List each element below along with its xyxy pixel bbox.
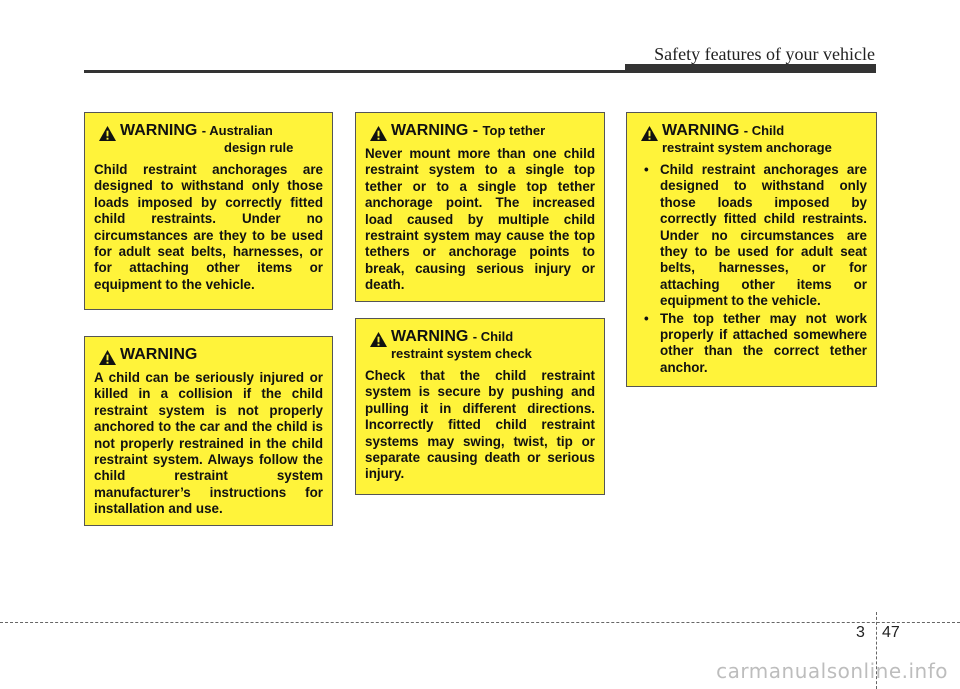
- warning-subtitle-cont: restraint system anchorage: [662, 140, 832, 155]
- warning-triangle-icon: [369, 331, 388, 348]
- warning-subtitle: - Child: [472, 329, 514, 344]
- warning-subtitle: - Australian: [201, 123, 273, 138]
- warning-triangle-icon: [369, 125, 388, 142]
- warning-restraint-system-anchorage: [626, 112, 877, 387]
- warning-australian-design-rule: [84, 112, 333, 310]
- warning-bullet-list: [636, 162, 867, 376]
- chapter-number: 3: [856, 624, 865, 641]
- warning-triangle-icon: [98, 349, 117, 366]
- header-rule-accent: [625, 64, 876, 73]
- page-number-value: [882, 624, 900, 642]
- warning-restraint-system-check: [355, 318, 605, 495]
- page-number-text: 47: [882, 624, 900, 641]
- warning-subtitle: - Child: [743, 123, 785, 138]
- warning-title: WARNING: [662, 122, 740, 139]
- warning-title: WARNING: [120, 122, 198, 139]
- warning-triangle-icon: [98, 125, 117, 142]
- warning-subtitle-cont: restraint system check: [391, 346, 532, 361]
- page-number: [856, 624, 865, 642]
- list-item: • Child restraint anchorages are designed to withstand only those loads imposed by correctly fitted child restraints. Under no circumstances are they to be used for adult seat belts, harnesses, or for attaching other items or equipment to the vehicle.: [636, 162, 867, 310]
- warning-title: WARNING -: [391, 122, 483, 139]
- watermark-text: carmanualsonline.info: [716, 659, 948, 683]
- warning-body: A child can be seriously injured or killed in a collision if the child restraint system is not properly anchored to the car and the child is not properly restrained in the child restraint system. Always follow the child restraint system manufacturer’s instructions for installation and use.: [94, 370, 323, 517]
- header-title: Safety features of your vehicle: [654, 44, 875, 64]
- warning-title: WARNING: [391, 328, 469, 345]
- warning-subtitle-cont: design rule: [224, 140, 294, 155]
- warning-header: [365, 328, 595, 362]
- warning-body: Check that the child restraint system is secure by pushing and pulling it in different directions. Incorrectly fitted child restraint systems may swing, twist, tip or separate causing death or serious injury.: [365, 368, 595, 482]
- warning-header: [94, 122, 323, 156]
- warning-header: [365, 122, 595, 140]
- list-item: • The top tether may not work properly if attached somewhere other than the correct tether anchor.: [636, 311, 867, 377]
- warning-body: Never mount more than one child restraint system to a single top tether or to a single top tether anchorage point. The increased load caused by multiple child restraint system may cause the top tethers or anchorage points to break, causing serious injury or death.: [365, 146, 595, 293]
- warning-body: Child restraint anchorages are designed to withstand only those loads imposed by correctly fitted child restraints. Under no circumstances are they to be used for adult seat belts, harnesses, or for attaching other items or equipment to the vehicle.: [94, 162, 323, 292]
- warning-triangle-icon: [640, 125, 659, 142]
- footer-rule: [0, 622, 960, 623]
- warning-header: [94, 346, 323, 364]
- warning-top-tether: [355, 112, 605, 302]
- warning-child-injury: [84, 336, 333, 526]
- warning-header: [636, 122, 867, 156]
- warning-subtitle: Top tether: [482, 123, 546, 138]
- warning-title: WARNING: [120, 346, 198, 363]
